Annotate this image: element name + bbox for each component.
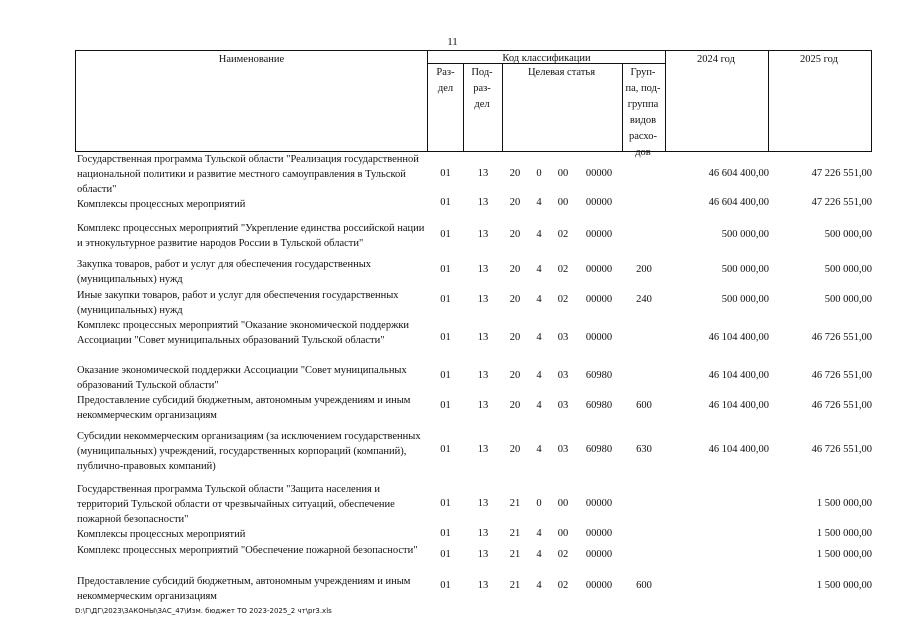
row-ts2: 4: [536, 370, 542, 381]
row-2025: 46 726 551,00: [811, 332, 872, 343]
row-name: Иные закупки товаров, работ и услуг для обеспечения государственных (муниципальных) нужд: [77, 290, 399, 316]
row-name: Предоставление субсидий бюджетным, автономным учреждениям и иным некоммерческим организациям: [77, 395, 411, 421]
header-section-cell: [427, 63, 464, 152]
row-ts3: 02: [557, 549, 569, 560]
row-podrazdel: 13: [477, 580, 489, 591]
header-2025: 2025 год: [800, 54, 838, 65]
header-section: Раз- дел: [436, 67, 455, 94]
row-ts1: 20: [509, 332, 521, 343]
row-ts2: 0: [536, 168, 542, 179]
row-ts4: 00000: [585, 294, 613, 305]
row-vr: 240: [636, 294, 652, 305]
row-2024: 500 000,00: [721, 264, 769, 275]
row-ts1: 21: [509, 549, 521, 560]
header-name-cell: [75, 50, 428, 152]
row-2025: 500 000,00: [824, 264, 872, 275]
row-2024: 500 000,00: [721, 294, 769, 305]
row-podrazdel: 13: [477, 264, 489, 275]
row-ts2: 4: [536, 528, 542, 539]
row-razdel: 01: [440, 264, 451, 275]
row-2025: 1 500 000,00: [816, 580, 872, 591]
row-podrazdel: 13: [477, 229, 489, 240]
header-target-cell: [502, 63, 623, 152]
row-ts3: 02: [557, 294, 569, 305]
row-name: Оказание экономической поддержки Ассоциации "Совет муниципальных образований Тульской области": [77, 365, 407, 391]
row-ts1: 20: [509, 264, 521, 275]
row-ts4: 00000: [585, 229, 613, 240]
row-ts2: 4: [536, 229, 542, 240]
footer-file-path: D:\Г\ДГ\2023\ЗАКОНЫ\ЗАС_47\Изм. бюджет ТО 2023-2025_2 чт\pr3.xls: [75, 607, 332, 615]
header-2025-cell: [768, 50, 872, 152]
row-podrazdel: 13: [477, 400, 489, 411]
header-group-cell: [622, 63, 666, 158]
row-ts4: 00000: [585, 332, 613, 343]
row-ts1: 20: [509, 197, 521, 208]
page-number: 11: [447, 36, 458, 48]
row-2025: 47 226 551,00: [811, 197, 872, 208]
row-ts4: 60980: [585, 370, 613, 381]
header-code-group: Код классификации: [502, 53, 591, 64]
row-ts3: 03: [557, 444, 569, 455]
row-vr: 630: [636, 444, 652, 455]
row-podrazdel: 13: [477, 332, 489, 343]
row-ts1: 21: [509, 580, 521, 591]
row-razdel: 01: [440, 444, 451, 455]
table-row: [75, 527, 872, 543]
row-razdel: 01: [440, 294, 451, 305]
row-ts4: 00000: [585, 264, 613, 275]
row-ts3: 00: [557, 168, 569, 179]
row-ts4: 00000: [585, 197, 613, 208]
row-ts3: 02: [557, 229, 569, 240]
table-row: [75, 482, 872, 527]
table-row: [75, 318, 872, 363]
row-ts3: 00: [557, 197, 569, 208]
row-razdel: 01: [440, 580, 451, 591]
row-2025: 46 726 551,00: [811, 370, 872, 381]
row-razdel: 01: [440, 400, 451, 411]
row-ts3: 00: [557, 498, 569, 509]
row-razdel: 01: [440, 370, 451, 381]
row-podrazdel: 13: [477, 444, 489, 455]
row-name: Комплексы процессных мероприятий: [77, 529, 246, 540]
header-name: Наименование: [218, 54, 285, 65]
row-name: Предоставление субсидий бюджетным, автономным учреждениям и иным некоммерческим организациям: [77, 576, 411, 602]
row-ts3: 02: [557, 580, 569, 591]
row-ts4: 60980: [585, 400, 613, 411]
header-expense-group: Груп- па, под- группа видов расхо- дов: [625, 67, 661, 158]
table-row: [75, 393, 872, 429]
row-vr: 200: [636, 264, 652, 275]
row-ts2: 4: [536, 549, 542, 560]
row-2025: 46 726 551,00: [811, 444, 872, 455]
table-row: [75, 288, 872, 318]
row-ts1: 20: [509, 294, 521, 305]
table-row: [75, 197, 872, 217]
row-name: Комплексы процессных мероприятий: [77, 199, 246, 210]
row-name: Комплекс процессных мероприятий "Обеспечение пожарной безопасности": [77, 545, 418, 556]
row-razdel: 01: [440, 332, 451, 343]
row-podrazdel: 13: [477, 294, 489, 305]
row-2024: 46 104 400,00: [708, 332, 769, 343]
row-ts1: 20: [509, 444, 521, 455]
row-ts2: 4: [536, 332, 542, 343]
row-ts2: 4: [536, 294, 542, 305]
row-ts4: 00000: [585, 549, 613, 560]
header-2024: 2024 год: [697, 54, 735, 65]
row-name: Комплекс процессных мероприятий "Укрепление единства российской нации и этнокультурное развитие народов России в Тульской области": [77, 223, 425, 249]
row-2025: 500 000,00: [824, 229, 872, 240]
row-ts2: 4: [536, 197, 542, 208]
table-row: [75, 574, 872, 604]
row-ts4: 00000: [585, 580, 613, 591]
row-vr: 600: [636, 400, 652, 411]
row-ts2: 4: [536, 264, 542, 275]
row-name: Государственная программа Тульской области "Реализация государственной национальной политики и развитие местного самоуправления в Тульской области": [77, 154, 419, 195]
row-2024: 46 604 400,00: [708, 197, 769, 208]
row-2025: 46 726 551,00: [811, 400, 872, 411]
row-2024: 500 000,00: [721, 229, 769, 240]
row-ts4: 00000: [585, 498, 613, 509]
row-2025: 1 500 000,00: [816, 498, 872, 509]
row-ts4: 00000: [585, 528, 613, 539]
row-ts2: 0: [536, 498, 542, 509]
table-row: [75, 257, 872, 288]
row-name: Закупка товаров, работ и услуг для обеспечения государственных (муниципальных) нужд: [77, 259, 372, 285]
row-ts2: 4: [536, 400, 542, 411]
row-podrazdel: 13: [477, 370, 489, 381]
row-name: Субсидии некоммерческим организациям (за исключением государственных (муниципальных) учреждений, государственных корпораций (компаний), публично-правовых компаний): [77, 431, 421, 472]
row-2024: 46 104 400,00: [708, 444, 769, 455]
row-ts3: 03: [557, 400, 569, 411]
row-razdel: 01: [440, 197, 451, 208]
row-2025: 1 500 000,00: [816, 549, 872, 560]
row-name: Государственная программа Тульской области "Защита населения и территорий Тульской области от чрезвычайных ситуаций, обеспечение пожарной безопасности": [77, 484, 395, 525]
header-subsection-cell: [463, 63, 503, 152]
header-target-article: Целевая статья: [527, 67, 596, 78]
table-row: [75, 152, 872, 197]
row-podrazdel: 13: [477, 549, 489, 560]
row-razdel: 01: [440, 528, 451, 539]
row-ts3: 03: [557, 370, 569, 381]
row-2025: 1 500 000,00: [816, 528, 872, 539]
row-ts4: 60980: [585, 444, 613, 455]
row-2025: 500 000,00: [824, 294, 872, 305]
row-ts3: 00: [557, 528, 569, 539]
row-2024: 46 104 400,00: [708, 370, 769, 381]
row-podrazdel: 13: [477, 168, 489, 179]
row-razdel: 01: [440, 498, 451, 509]
table-row: [75, 429, 872, 482]
row-razdel: 01: [440, 168, 451, 179]
row-razdel: 01: [440, 549, 451, 560]
table-row: [75, 363, 872, 393]
row-ts1: 20: [509, 168, 521, 179]
table-row: [75, 221, 872, 257]
row-ts1: 21: [509, 498, 521, 509]
header-subsection: Под- раз- дел: [471, 67, 493, 110]
row-2024: 46 104 400,00: [708, 400, 769, 411]
row-podrazdel: 13: [477, 528, 489, 539]
row-ts2: 4: [536, 580, 542, 591]
row-vr: 600: [636, 580, 652, 591]
row-ts1: 21: [509, 528, 521, 539]
row-ts3: 03: [557, 332, 569, 343]
row-ts1: 20: [509, 400, 521, 411]
row-name: Комплекс процессных мероприятий "Оказание экономической поддержки Ассоциации "Совет муниципальных образований Тульской области": [77, 320, 410, 346]
row-razdel: 01: [440, 229, 451, 240]
row-2024: 46 604 400,00: [708, 168, 769, 179]
row-podrazdel: 13: [477, 498, 489, 509]
row-ts1: 20: [509, 370, 521, 381]
header-2024-cell: [665, 50, 769, 152]
row-ts1: 20: [509, 229, 521, 240]
row-ts2: 4: [536, 444, 542, 455]
table-row: [75, 543, 872, 574]
row-ts3: 02: [557, 264, 569, 275]
row-2025: 47 226 551,00: [811, 168, 872, 179]
row-podrazdel: 13: [477, 197, 489, 208]
row-ts4: 00000: [585, 168, 613, 179]
